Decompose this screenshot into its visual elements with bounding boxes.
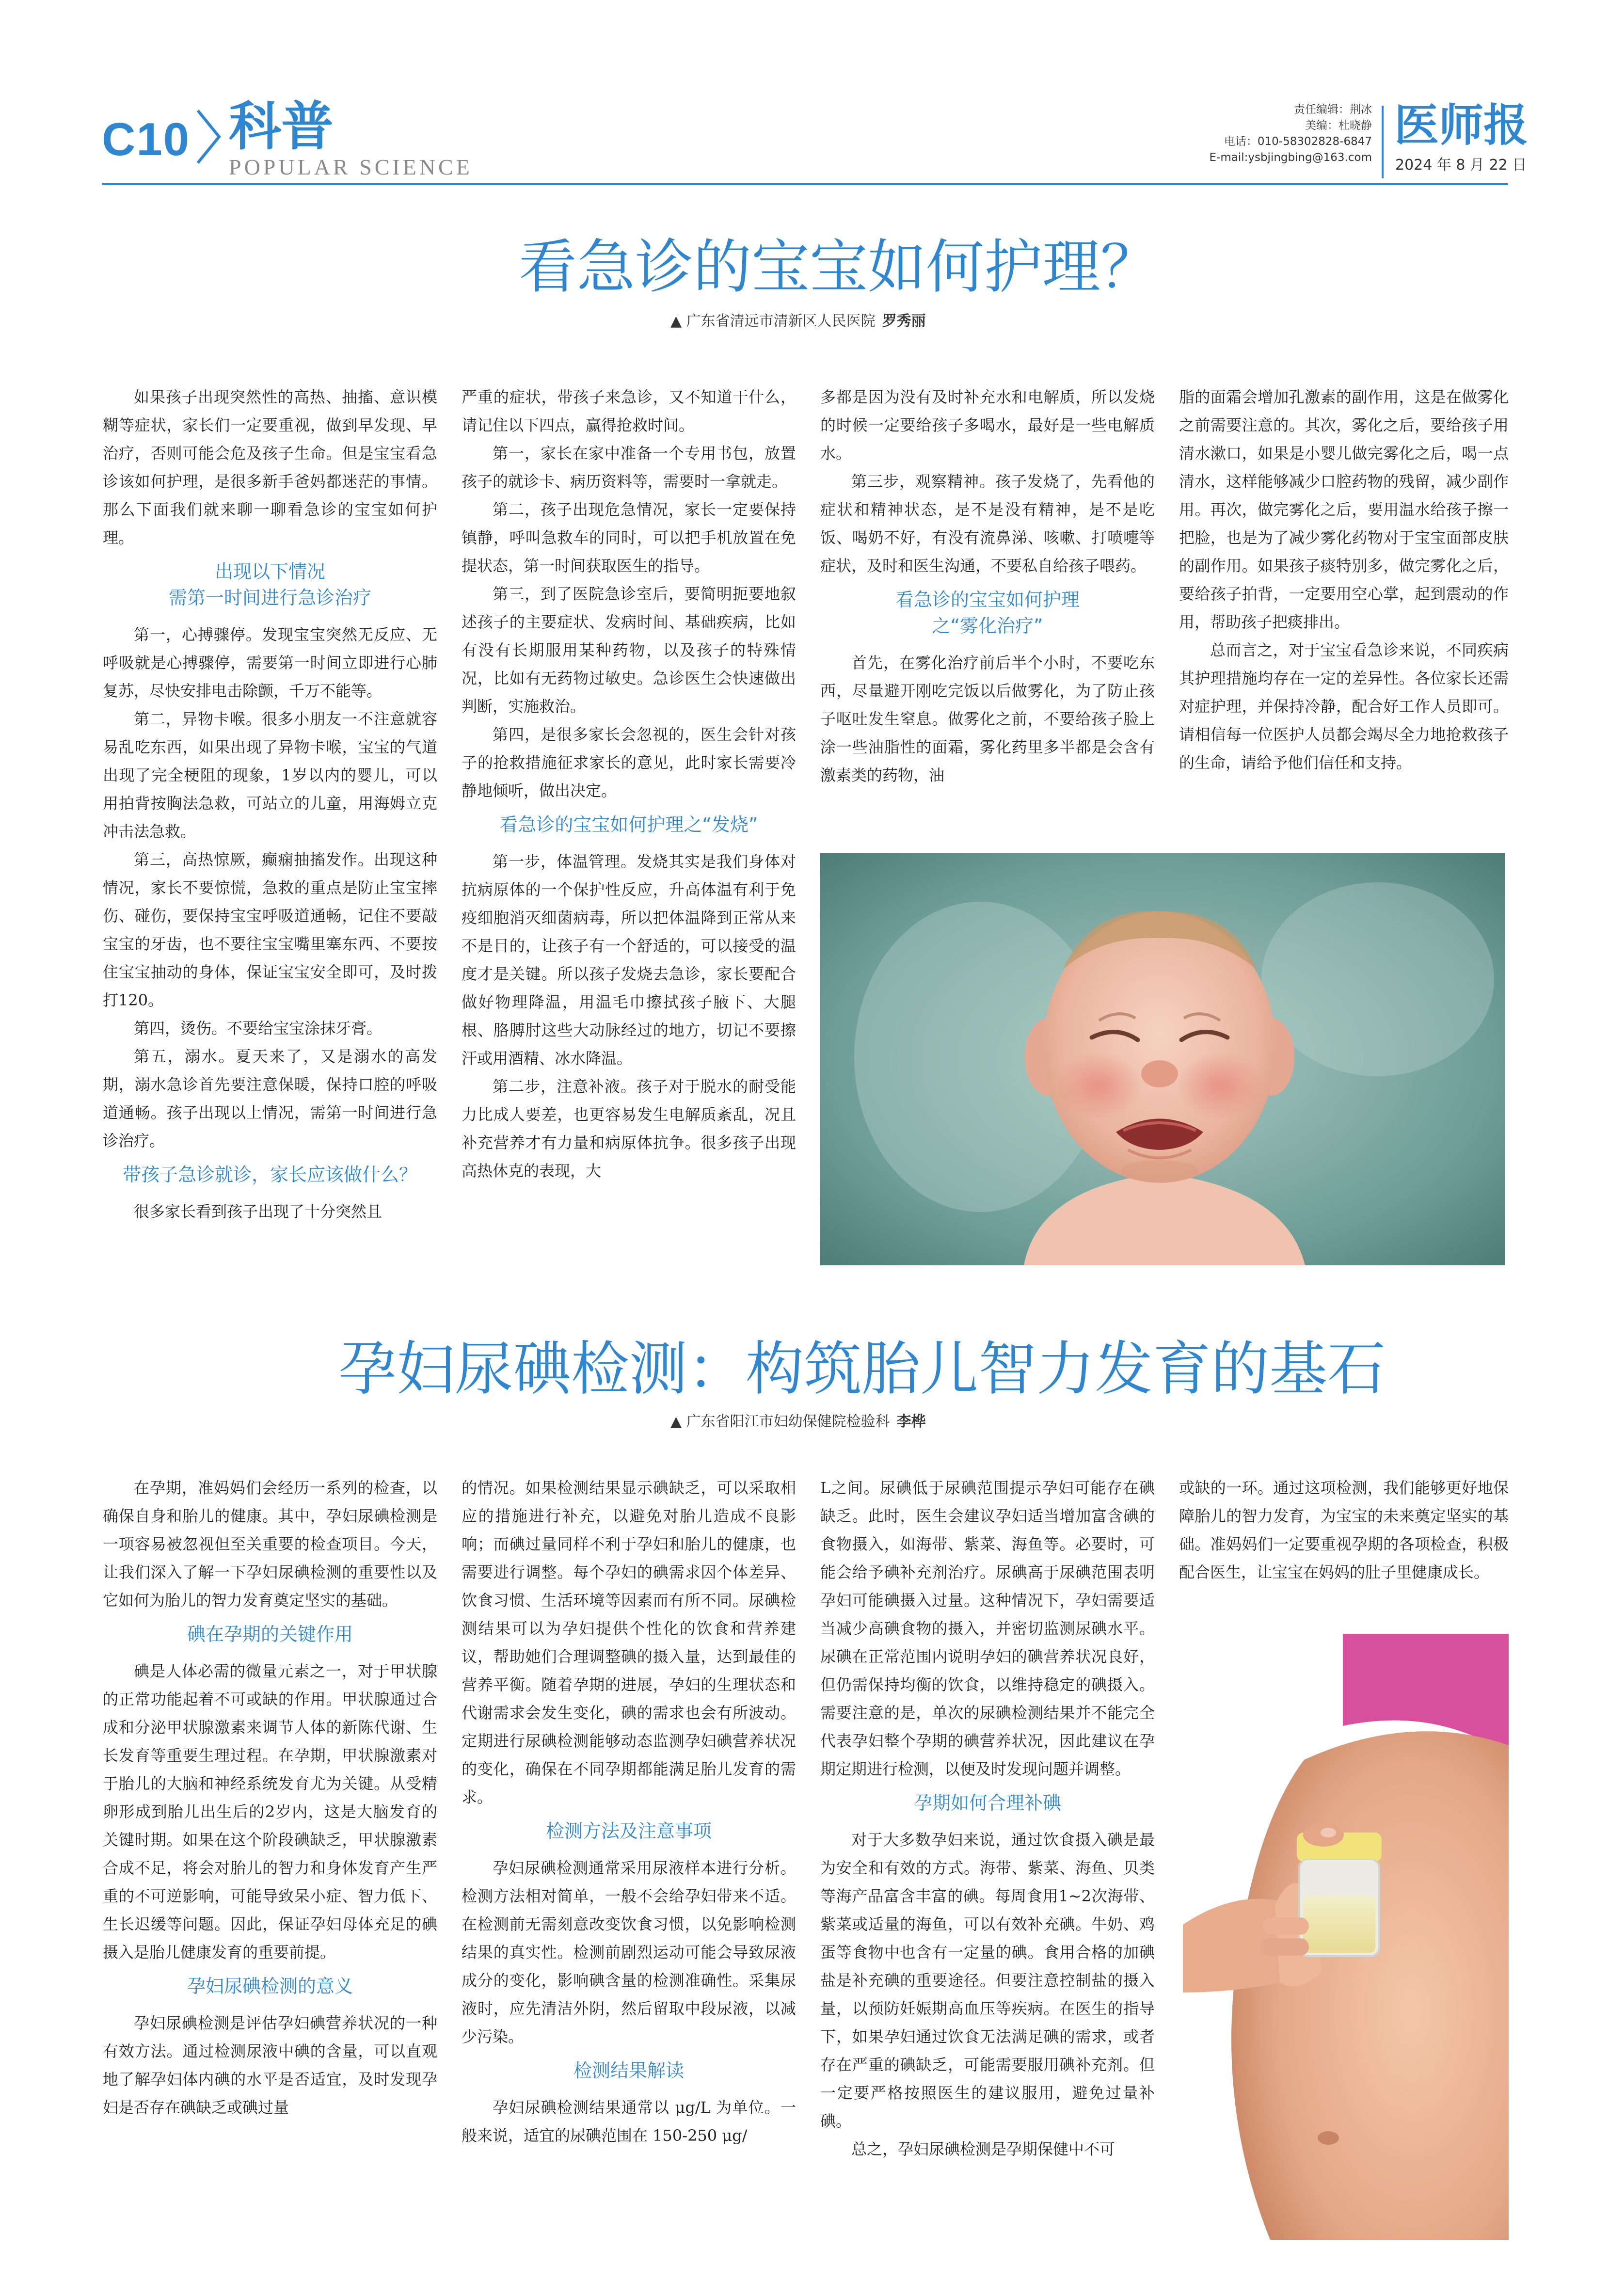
phone: 电话：010-58302828-6847: [1224, 135, 1372, 148]
subheading: 看急诊的宝宝如何护理 之“雾化治疗”: [895, 589, 1080, 637]
subheading: 孕妇尿碘检测的意义: [187, 1976, 353, 1997]
paragraph: 第三，到了医院急诊室后，要简明扼要地叙述孩子的主要症状、发病时间、基础疾病，比如有没有长期服用某种药物，以及孩子的特殊情况，比如有无药物过敏史。急诊医生会快速做出判断，实施救治。: [462, 585, 796, 716]
article1-column-1: [103, 383, 437, 1226]
article2-column-3: [820, 1474, 1155, 2163]
article2-column-4: [1179, 1474, 1509, 1586]
paragraph: 第三，高热惊厥，癫痫抽搐发作。出现这种情况，家长不要惊慌，急救的重点是防止宝宝摔伤、碰伤，要保持宝宝呼吸道通畅，记住不要敲宝宝的牙齿，也不要往宝宝嘴里塞东西、不要按住宝宝抽动的身体，保证宝宝安全即可，及时拨打120。: [103, 850, 437, 1009]
crying-baby-photo: [820, 853, 1505, 1265]
paragraph: 对于大多数孕妇来说，通过饮食摄入碘是最为安全和有效的方式。海带、紫菜、海鱼、贝类等海产品富含丰富的碘。每周食用1~2次海带、紫菜或适量的海鱼，可以有效补充碘。牛奶、鸡蛋等食物中也含有一定量的碘。食用合格的加碘盐是补充碘的重要途径。但要注意控制盐的摄入量，以预防妊娠期高血压等疾病。在医生的指导下，如果孕妇通过饮食无法满足碘的需求，或者存在严重的碘缺乏，可能需要服用碘补充剂。但一定要严格按照医生的建议服用，避免过量补碘。: [820, 1831, 1155, 2130]
subheading: 检测结果解读: [573, 2060, 684, 2081]
paragraph: 第二，孩子出现危急情况，家长一定要保持镇静，呼叫急救车的同时，可以把手机放置在免提状态，第一时间获取医生的指导。: [462, 500, 796, 575]
header-divider: [1382, 106, 1384, 178]
paragraph: 第三步，观察精神。孩子发烧了，先看他的症状和精神状态，是不是没有精神，是不是吃饭、喝奶不好，有没有流鼻涕、咳嗽、打喷嚏等症状，及时和医生沟通，不要私自给孩子喂药。: [820, 472, 1155, 575]
header-rule: [102, 183, 1508, 185]
paragraph: 的情况。如果检测结果显示碘缺乏，可以采取相应的措施进行补充，以避免对胎儿造成不良影响；而碘过量同样不利于孕妇和胎儿的健康，也需要进行调整。每个孕妇的碘需求因个体差异、饮食习惯、生活环境等因素而有所不同。尿碘检测结果可以为孕妇提供个性化的饮食和营养建议，帮助她们合理调整碘的摄入量，达到最佳的营养平衡。随着孕期的进展，孕妇的生理状态和代谢需求会发生变化，碘的需求也会有所波动。定期进行尿碘检测能够动态监测孕妇碘营养状况的变化，确保在不同孕期都能满足胎儿发育的需求。: [462, 1479, 796, 1806]
article1-byline: [670, 314, 926, 329]
section-subtitle: POPULAR SCIENCE: [229, 155, 473, 179]
paragraph: 总而言之，对于宝宝看急诊来说，不同疾病其护理措施均存在一定的差异性。各位家长还需对症护理，并保持冷静，配合好工作人员即可。请相信每一位医护人员都会竭尽全力地抢救孩子的生命，请给予他们信任和支持。: [1179, 641, 1509, 772]
article1-title: 看急诊的宝宝如何护理？: [519, 234, 1159, 301]
newspaper-logo: 医师报: [1394, 99, 1529, 151]
article1-column-2: [462, 383, 796, 1185]
article2-byline-org: ▲ 广东省阳江市妇幼保健院检验科: [670, 1413, 890, 1430]
section-title: 科普: [229, 96, 334, 157]
subheading: 看急诊的宝宝如何护理之“发烧”: [499, 814, 758, 835]
paragraph: 第二，异物卡喉。很多小朋友一不注意就容易乱吃东西，如果出现了异物卡喉，宝宝的气道出现了完全梗阻的现象，1岁以内的婴儿，可以用拍背按胸法急救，可站立的儿童，用海姆立克冲击法急救。: [103, 710, 437, 841]
paragraph: 孕妇尿碘检测结果通常以 μg/L 为单位。一般来说，适宜的尿碘范围在 150-250 μg/: [462, 2098, 796, 2145]
paragraph: 第二步，注意补液。孩子对于脱水的耐受能力比成人要差，也更容易发生电解质紊乱，况且补充营养才有力量和病原体抗争。很多孩子出现高热休克的表现，大: [462, 1077, 796, 1180]
paragraph: 第一步，体温管理。发烧其实是我们身体对抗病原体的一个保护性反应，升高体温有利于免疫细胞消灭细菌病毒，所以把体温降到正常从来不是目的，让孩子有一个舒适的，可以接受的温度才是关键。所以孩子发烧去急诊，家长要配合做好物理降温，用温毛巾擦拭孩子腋下、大腿根、胳膊肘这些大动脉经过的地方，切记不要擦汗或用酒精、冰水降温。: [462, 852, 796, 1068]
editor-info: [1168, 102, 1372, 166]
subheading: 孕期如何合理补碘: [913, 1792, 1061, 1814]
paragraph: 第四，烫伤。不要给宝宝涂抹牙膏。: [134, 1019, 382, 1037]
article1-column-4: [1179, 383, 1509, 777]
pregnant-belly-sample-photo: [1183, 1634, 1509, 2240]
subheading: 带孩子急诊就诊，家长应该做什么？: [122, 1164, 417, 1185]
issue-date: 2024 年 8 月 22 日: [1395, 157, 1527, 174]
paragraph: 在孕期，准妈妈们会经历一系列的检查，以确保自身和胎儿的健康。其中，孕妇尿碘检测是一项容易被忽视但至关重要的检查项目。今天，让我们深入了解一下孕妇尿碘检测的重要性以及它如何为胎儿的智力发育奠定坚实的基础。: [103, 1479, 437, 1610]
subheading: 出现以下情况 需第一时间进行急诊治疗: [168, 561, 371, 608]
paragraph: L之间。尿碘低于尿碘范围提示孕妇可能存在碘缺乏。此时，医生会建议孕妇适当增加富含碘的食物摄入，如海带、紫菜、海鱼等。必要时，可能会给予碘补充剂治疗。尿碘高于尿碘范围表明孕妇可能碘摄入过量。这种情况下，孕妇需要适当减少高碘食物的摄入，并密切监测尿碘水平。尿碘在正常范围内说明孕妇的碘营养状况良好，但仍需保持均衡的饮食，以维持稳定的碘摄入。需要注意的是，单次的尿碘检测结果并不能完全代表孕妇整个孕期的碘营养状况，因此建议在孕期定期进行检测，以便及时发现问题并调整。: [820, 1479, 1155, 1778]
paragraph: 碘是人体必需的微量元素之一，对于甲状腺的正常功能起着不可或缺的作用。甲状腺通过合成和分泌甲状腺激素来调节人体的新陈代谢、生长发育等重要生理过程。在孕期，甲状腺激素对于胎儿的大脑和神经系统发育尤为关键。从受精卵形成到胎儿出生后的2岁内，这是大脑发育的关键时期。如果在这个阶段碘缺乏，甲状腺激素合成不足，将会对胎儿的智力和身体发育产生严重的不可逆影响，可能导致呆小症、智力低下、生长迟缓等问题。因此，保证孕妇母体充足的碘摄入是胎儿健康发育的重要前提。: [103, 1662, 437, 1961]
paragraph: 第一，家长在家中准备一个专用书包，放置孩子的就诊卡、病历资料等，需要时一拿就走。: [462, 444, 796, 491]
article1-column-3: [820, 383, 1155, 789]
paragraph: 很多家长看到孩子出现了十分突然且: [134, 1202, 382, 1221]
paragraph: 孕妇尿碘检测是评估孕妇碘营养状况的一种有效方法。通过检测尿液中碘的含量，可以直观地了解孕妇体内碘的水平是否适宜，及时发现孕妇是否存在碘缺乏或碘过量: [103, 2014, 437, 2117]
article1-author: 罗秀丽: [882, 313, 926, 330]
article1-byline-org: ▲ 广东省清远市清新区人民医院: [670, 313, 876, 330]
paragraph: 首先，在雾化治疗前后半个小时，不要吃东西，尽量避开刚吃完饭以后做雾化，为了防止孩子呕吐发生窒息。做雾化之前，不要给孩子脸上涂一些油脂性的面霜，雾化药里多半都是会含有激素类的药物，油: [820, 654, 1155, 784]
paragraph: 第一，心搏骤停。发现宝宝突然无反应、无呼吸就是心搏骤停，需要第一时间立即进行心肺复苏，尽快安排电击除颤，千万不能等。: [103, 625, 437, 700]
article2-column-2: [462, 1474, 796, 2150]
email: E-mail:ysbjingbing@163.com: [1209, 151, 1372, 164]
article2-title: 孕妇尿碘检测：构筑胎儿智力发育的基石: [338, 1336, 1386, 1403]
paragraph: 孕妇尿碘检测通常采用尿液样本进行分析。检测方法相对简单，一般不会给孕妇带来不适。在检测前无需刻意改变饮食习惯，以免影响检测结果的真实性。检测前剧烈运动可能会导致尿液成分的变化，影响碘含量的检测准确性。采集尿液时，应先清洁外阴，然后留取中段尿液，以减少污染。: [462, 1859, 796, 2046]
chevron-right-icon: [193, 108, 224, 166]
page-number: C10: [102, 113, 191, 165]
paragraph: 第五，溺水。夏天来了，又是溺水的高发期，溺水急诊首先要注意保暖，保持口腔的呼吸道通畅。孩子出现以上情况，需第一时间进行急诊治疗。: [103, 1047, 437, 1150]
editor-name: 责任编辑：荆冰: [1294, 103, 1372, 116]
paragraph: 如果孩子出现突然性的高热、抽搐、意识模糊等症状，家长们一定要重视，做到早发现、早治疗，否则可能会危及孩子生命。但是宝宝看急诊该如何护理，是很多新手爸妈都迷茫的事情。那么下面我们就来聊一聊看急诊的宝宝如何护理。: [103, 388, 437, 547]
article2-author: 李桦: [896, 1413, 926, 1430]
paragraph: 脂的面霜会增加孔激素的副作用，这是在做雾化之前需要注意的。其次，雾化之后，要给孩子用清水漱口，如果是小婴儿做完雾化之后，喝一点清水，这样能够减少口腔药物的残留，减少副作用。再次，做完雾化之后，要用温水给孩子擦一把脸，也是为了减少雾化药物对于宝宝面部皮肤的副作用。如果孩子痰特别多，做完雾化之后，要给孩子拍背，一定要用空心掌，起到震动的作用，帮助孩子把痰排出。: [1179, 388, 1509, 631]
subheading: 检测方法及注意事项: [545, 1820, 712, 1842]
paragraph: 或缺的一环。通过这项检测，我们能够更好地保障胎儿的智力发育，为宝宝的未来奠定坚实的基础。准妈妈们一定要重视孕期的各项检查，积极配合医生，让宝宝在妈妈的肚子里健康成长。: [1179, 1479, 1509, 1581]
article2-byline: [670, 1415, 926, 1429]
designer-name: 美编：杜晓静: [1305, 119, 1372, 132]
paragraph: 总之，孕妇尿碘检测是孕期保健中不可: [851, 2140, 1115, 2158]
paragraph: 第四，是很多家长会忽视的，医生会针对孩子的抢救措施征求家长的意见，此时家长需要冷静地倾听，做出决定。: [462, 725, 796, 800]
article2-column-1: [103, 1474, 437, 2121]
subheading: 碘在孕期的关键作用: [187, 1624, 353, 1645]
paragraph: 多都是因为没有及时补充水和电解质，所以发烧的时候一定要给孩子多喝水，最好是一些电解质水。: [820, 388, 1155, 462]
paragraph: 严重的症状，带孩子来急诊，又不知道干什么，请记住以下四点，赢得抢救时间。: [462, 388, 796, 434]
